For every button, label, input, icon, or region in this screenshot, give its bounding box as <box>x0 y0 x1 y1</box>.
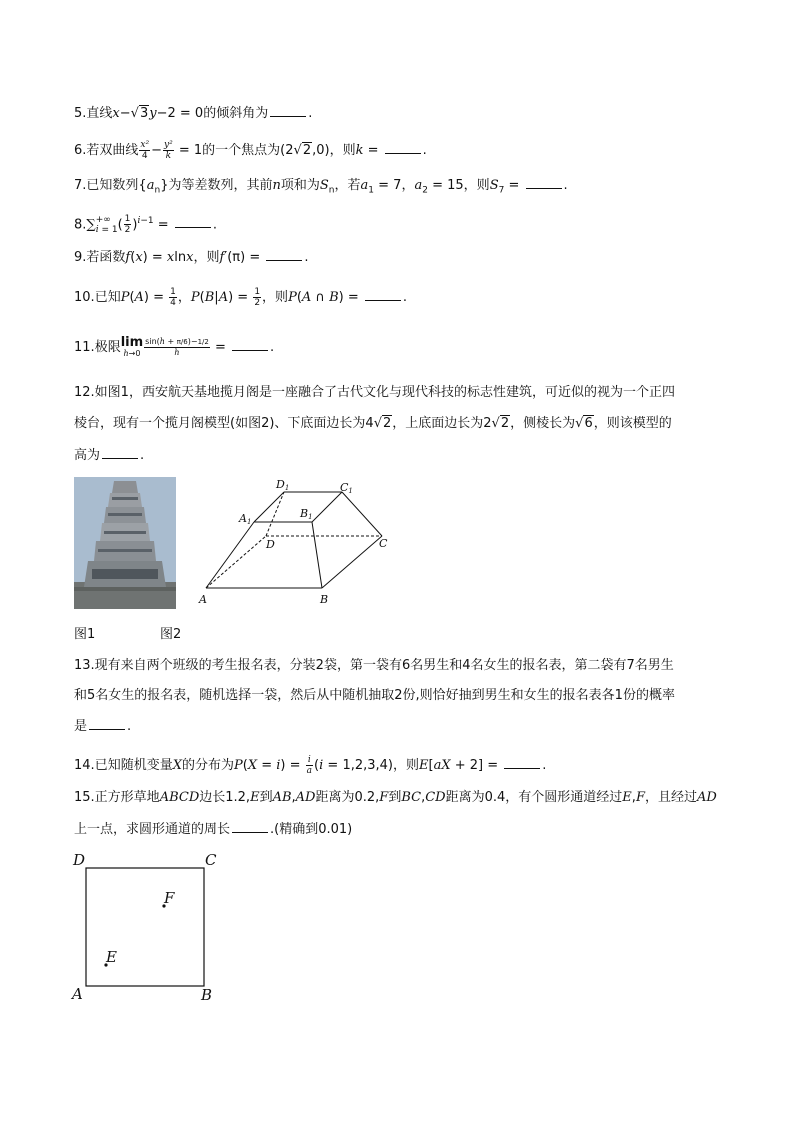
label-f: F <box>164 889 175 907</box>
q6-text: 若双曲线 <box>86 143 139 158</box>
q5-text-b: 的倾斜角为 <box>203 106 269 121</box>
q15-text-2b: .(精确到0.01) <box>270 822 353 837</box>
label-d: D <box>266 538 275 551</box>
question-8: 8.∑ +∞ i = 1 ( $\frac{1}{2}$ )$^{i-1}$ = . <box>74 214 217 236</box>
q14-text-c: ，则 <box>393 758 420 773</box>
q9-text: 若函数 <box>86 250 126 265</box>
label-d1: D1 <box>276 478 290 492</box>
question-6: 6.若双曲线 $\frac{\text{x²}}{4}$ − $\frac{\text{y²}}{k}$ = 1的一个焦点为(2√2,0)，则k = . <box>74 140 427 161</box>
question-12-line3 <box>74 446 754 465</box>
q13-text-3: 是 <box>74 719 88 734</box>
q11-number: 11. <box>74 340 95 355</box>
question-13-line3 <box>74 717 754 736</box>
q9-text-b: ，则 <box>193 250 220 265</box>
q12-text-2a: 棱台，现有一个揽月阁模型(如图2)、下底面边长为 <box>74 416 366 431</box>
q12-text-2d: ，则该模型的 <box>593 416 672 431</box>
question-13-line2 <box>74 687 754 705</box>
answer-blank[interactable] <box>266 248 302 261</box>
q12-text-1: 12.如图1，西安航天基地揽月阁是一座融合了古代文化与现代科技的标志性建筑，可近似的视为一个正四 <box>74 385 675 400</box>
q7-text-d: ，若 <box>334 178 361 193</box>
label-c: C <box>379 537 388 550</box>
q10-text: 已知 <box>94 290 121 305</box>
q14-text-b: 的分布为 <box>181 758 234 773</box>
question-12-line1 <box>74 384 754 402</box>
q5-end: . <box>308 106 313 121</box>
q13-end: . <box>127 719 132 734</box>
q6-end: . <box>422 143 427 158</box>
q14-number: 14. <box>74 758 95 773</box>
q15-text-2a: 上一点，求圆形通道的周长 <box>74 822 231 837</box>
frustum-diagram <box>196 476 406 608</box>
q15-text-1e: 到 <box>388 790 402 805</box>
question-15-line2 <box>74 820 754 839</box>
label-c1: C1 <box>340 481 353 495</box>
edge-dd1-hidden <box>266 492 284 536</box>
q5-text: 直线 <box>86 106 113 121</box>
answer-blank[interactable] <box>526 176 562 189</box>
q11-text: 极限 <box>94 340 121 355</box>
q15-text-1d: 距离为0.2, <box>315 790 380 805</box>
question-12-line2: 棱台，现有一个揽月阁模型(如图2)、下底面边长为4√2，上底面边长为2√2，侧棱长为√6，则该模型的 <box>74 416 672 431</box>
q15-text-1b: 边长1.2, <box>199 790 251 805</box>
figure-2-caption: 图2 <box>160 627 182 642</box>
answer-blank[interactable] <box>232 820 268 833</box>
square-diagram <box>66 848 226 1008</box>
q9-number: 9. <box>74 250 87 265</box>
q15-text-1f: 距离为0.4，有个圆形通道经过 <box>445 790 623 805</box>
edge-bc <box>322 536 382 588</box>
question-14: 14.已知随机变量X的分布为P(X = i) = $\frac{i}{a}$ (i = 1,2,3,4)，则E[aX + 2] = . <box>74 755 547 776</box>
q11-end: . <box>270 340 275 355</box>
edge-cc1 <box>342 492 382 536</box>
q9-end: . <box>304 250 309 265</box>
q6-text-b: 的一个焦点为 <box>202 143 281 158</box>
question-13-line1 <box>74 657 754 675</box>
answer-blank[interactable] <box>365 288 401 301</box>
q8-number: 8. <box>74 217 87 233</box>
q5-number: 5. <box>74 106 87 121</box>
answer-blank[interactable] <box>89 717 125 730</box>
q7-end: . <box>563 178 568 193</box>
question-7: 7.已知数列$\{a_n\}$为等差数列，其前n项和为$S_n$，若$a_1 = 7$，$a_2 = 15$，则$S_7$ = . <box>74 178 568 196</box>
building-photo <box>74 477 176 609</box>
q14-end: . <box>542 758 547 773</box>
q7-text-e: ， <box>401 178 415 193</box>
label-a1: A1 <box>239 512 252 526</box>
label-b1: B1 <box>300 507 313 521</box>
square-abcd <box>86 868 204 986</box>
answer-blank[interactable] <box>102 446 138 459</box>
edge-a1d1 <box>254 492 284 522</box>
q14-text: 已知随机变量 <box>94 758 173 773</box>
label-c: C <box>205 851 217 869</box>
figure-1-caption: 图1 <box>74 627 96 642</box>
q7-text: 已知数列 <box>86 178 139 193</box>
edge-aa1 <box>206 522 254 588</box>
q7-number: 7. <box>74 178 87 193</box>
label-a: A <box>72 985 83 1003</box>
q10-text-b: ， <box>177 290 191 305</box>
q10-text-c: ，则 <box>262 290 289 305</box>
edge-ad-hidden <box>206 536 266 588</box>
q7-text-f: ，则 <box>463 178 490 193</box>
label-b: B <box>320 593 329 606</box>
question-9: 9.若函数f(x) = xlnx，则f′(π) = . <box>74 250 309 265</box>
label-d: D <box>73 851 86 869</box>
q15-text-1g: ，且经过 <box>644 790 697 805</box>
q10-number: 10. <box>74 290 95 305</box>
label-a: A <box>199 593 207 606</box>
answer-blank[interactable] <box>232 338 268 351</box>
question-10: 10.已知P(A) = $\frac{1}{4}$ ，P(B|A) = $\frac{1}{2}$ ，则P(A ∩ B) = . <box>74 287 407 308</box>
question-11: 11.极限 lim h→0 $\frac{\sin(h + \pi/6)-1/2}{h}$ = . <box>74 334 275 358</box>
answer-blank[interactable] <box>175 215 211 228</box>
question-15-line1: 15.正方形草地ABCD边长1.2,E到AB,AD距离为0.2,F到BC,CD距离为0.4，有个圆形通道经过E,F，且经过AD <box>74 790 717 805</box>
edge-bb1 <box>312 522 322 588</box>
q7-text-b: 为等差数列，其前 <box>168 178 273 193</box>
q8-end: . <box>212 217 217 233</box>
edge-b1c1 <box>312 492 342 522</box>
q12-end: . <box>140 448 145 463</box>
q13-text-2: 和5名女生的报名表，随机选择一袋，然后从中随机抽取2份,则恰好抽到男生和女生的报名表各1份的概率 <box>74 688 675 703</box>
question-5: 5.直线x−√3y−2 = 0的倾斜角为 . <box>74 106 313 121</box>
q15-text-1a: 15.正方形草地 <box>74 790 160 805</box>
label-e: E <box>106 948 117 966</box>
q12-text-2c: ，侧棱长为 <box>510 416 576 431</box>
q6-number: 6. <box>74 143 87 158</box>
q6-text-c: ，则 <box>329 143 356 158</box>
q12-text-2b: ，上底面边长为 <box>392 416 484 431</box>
answer-blank[interactable] <box>270 104 306 117</box>
answer-blank[interactable] <box>504 756 540 769</box>
q7-text-c: 项和为 <box>280 178 320 193</box>
q13-text-1: 13.现有来自两个班级的考生报名表，分装2袋，第一袋有6名男生和4名女生的报名表，第二袋有7名男生 <box>74 658 674 673</box>
q12-text-3: 高为 <box>74 448 101 463</box>
q15-text-1c: 到 <box>259 790 273 805</box>
q10-end: . <box>402 290 407 305</box>
answer-blank[interactable] <box>385 141 421 154</box>
label-b: B <box>201 986 213 1004</box>
